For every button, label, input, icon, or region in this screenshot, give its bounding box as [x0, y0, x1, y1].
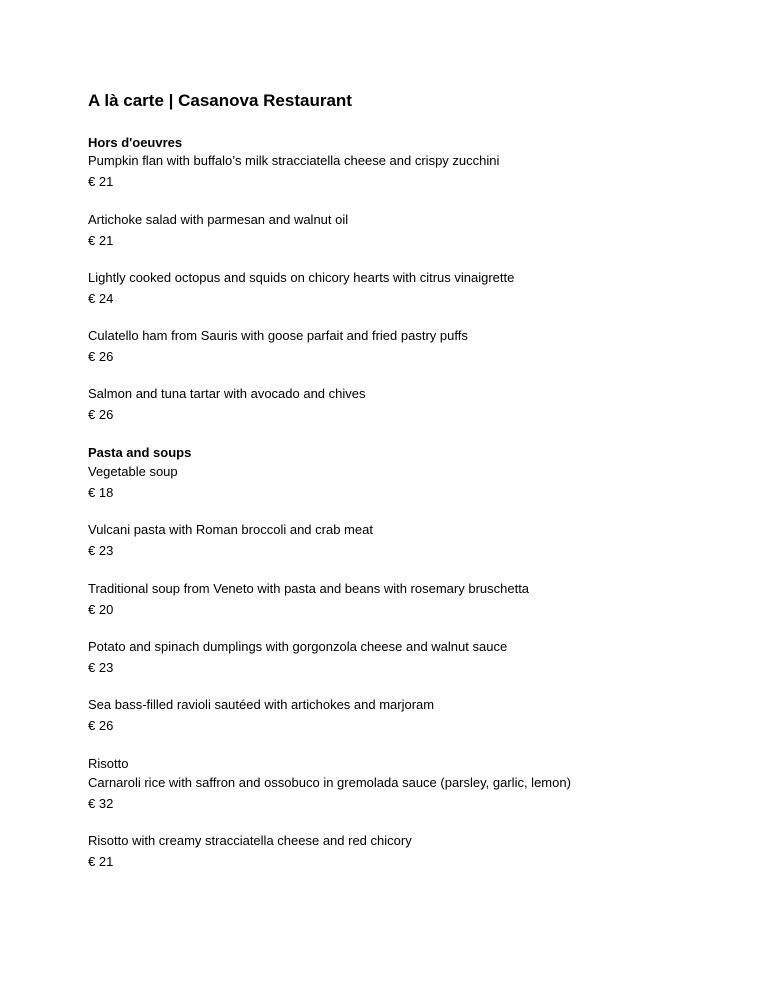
menu-item-price: € 18: [88, 485, 114, 500]
menu-item-name: Risotto with creamy stracciatella cheese and red chicory: [88, 833, 412, 848]
menu-item-name: Potato and spinach dumplings with gorgonzola cheese and walnut sauce: [88, 639, 508, 654]
menu-item-name: Salmon and tuna tartar with avocado and chives: [88, 386, 366, 401]
menu-item-name: Artichoke salad with parmesan and walnut oil: [88, 212, 349, 227]
section-heading-risotto: Risotto: [88, 756, 129, 771]
menu-item-price: € 21: [88, 174, 114, 189]
menu-item-price: € 26: [88, 718, 114, 733]
menu-item-price: € 23: [88, 660, 114, 675]
menu-item-price: € 24: [88, 291, 114, 306]
menu-item-name: Traditional soup from Veneto with pasta and beans with rosemary bruschetta: [88, 581, 530, 596]
menu-item-name: Culatello ham from Sauris with goose parfait and fried pastry puffs: [88, 328, 468, 343]
menu-item-price: € 20: [88, 602, 114, 617]
menu-item-price: € 26: [88, 349, 114, 364]
menu-item-price: € 23: [88, 543, 114, 558]
menu-item-price: € 21: [88, 854, 114, 869]
menu-item-name: Carnaroli rice with saffron and ossobuco in gremolada sauce (parsley, garlic, lemon): [88, 775, 571, 790]
menu-item-price: € 32: [88, 796, 114, 811]
menu-item-name: Vegetable soup: [88, 464, 178, 479]
menu-item-price: € 21: [88, 233, 114, 248]
section-heading-pasta-and-soups: Pasta and soups: [88, 445, 192, 460]
menu-item-price: € 26: [88, 407, 114, 422]
section-heading-hors-doeuvres: Hors d'oeuvres: [88, 135, 183, 150]
menu-item-name: Sea bass-filled ravioli sautéed with artichokes and marjoram: [88, 697, 435, 712]
menu-item-name: Pumpkin flan with buffalo’s milk stracciatella cheese and crispy zucchini: [88, 153, 500, 168]
menu-item-name: Vulcani pasta with Roman broccoli and crab meat: [88, 522, 373, 537]
page-title: A là carte | Casanova Restaurant: [88, 91, 352, 110]
menu-item-name: Lightly cooked octopus and squids on chicory hearts with citrus vinaigrette: [88, 270, 515, 285]
